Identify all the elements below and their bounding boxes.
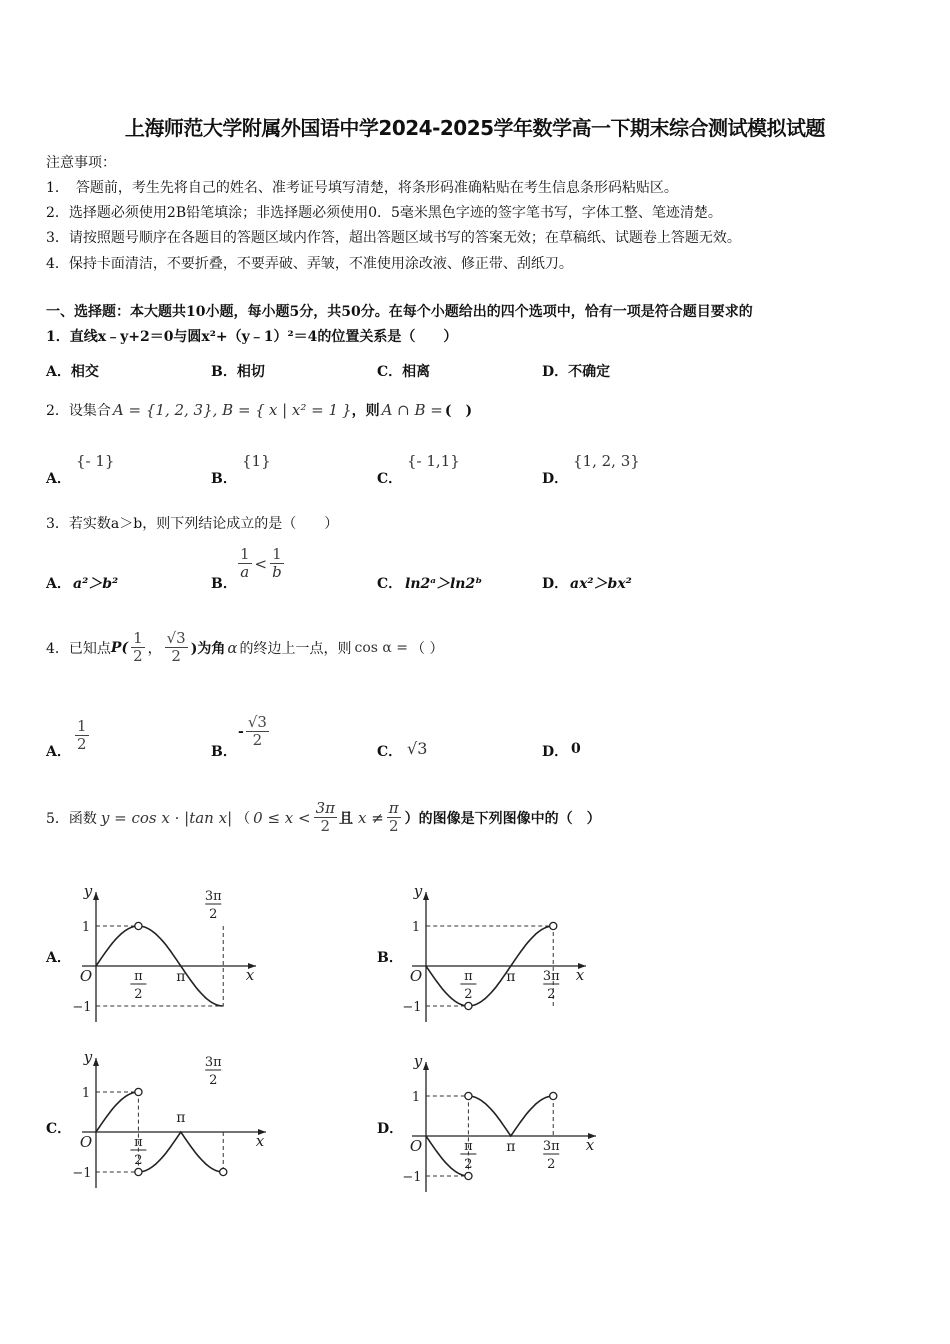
q2-option-b: {1}	[242, 452, 271, 470]
x-axis-label: x	[585, 1136, 595, 1154]
function-curve	[96, 926, 138, 966]
q2-label-d: D．	[542, 471, 569, 487]
q4-option-d: 0	[571, 741, 581, 757]
fraction-numerator: π	[388, 799, 399, 817]
q4-label-b: B．	[211, 744, 237, 760]
open-point	[135, 1088, 142, 1095]
q3-label-a: A．	[46, 576, 71, 592]
fraction-numerator: 3π	[315, 799, 335, 817]
q1-option-b: B．相切	[211, 364, 265, 380]
q5-graph-a	[60, 870, 270, 1030]
open-point	[135, 1168, 142, 1175]
section-heading: 一、选择题：本大题共10小题，每小题5分，共50分。在每个小题给出的四个选项中，恰有一项是符合题目要求的	[46, 304, 753, 320]
q4-number: 4．已知点	[46, 640, 111, 657]
y-axis-arrow	[423, 892, 429, 900]
open-point	[465, 1002, 472, 1009]
function-curve	[426, 966, 468, 1006]
y-axis-arrow	[93, 892, 99, 900]
q1-option-a: A．相交	[46, 364, 99, 380]
y-axis-label: y	[413, 1052, 423, 1070]
q5-paren: （	[236, 810, 251, 827]
fraction-numerator: √3	[166, 629, 186, 647]
tick-pi: π	[176, 1110, 186, 1126]
fraction-denominator: 2	[252, 731, 263, 750]
q4-label-a: A．	[46, 744, 71, 760]
function-curve	[426, 1136, 468, 1176]
q4-paren: （ ）	[411, 640, 444, 657]
function-curve	[139, 1132, 223, 1172]
q4-text: )为角	[190, 640, 226, 657]
question-3-stem: 3．若实数a＞b，则下列结论成立的是（ ）	[46, 516, 339, 532]
q5-and: 且	[339, 810, 353, 827]
y-axis-label: y	[83, 882, 93, 900]
tick-three-half-pi-numerator: 3π	[204, 1055, 222, 1070]
q4-expr: cos α =	[354, 639, 409, 656]
q2-label-a: A．	[46, 471, 71, 487]
tick-half-pi-denominator: 2	[464, 987, 473, 1002]
q5-label-a: A．	[46, 950, 71, 966]
x-axis-label: x	[575, 966, 585, 984]
q5-graph-b	[390, 870, 600, 1030]
q3-option-d: ax²＞bx²	[570, 576, 632, 592]
q2-tail: ，则	[351, 403, 380, 419]
tick-three-half-pi-denominator: 2	[209, 907, 218, 922]
notice-item: 2．选择题必须使用2B铅笔填涂；非选择题必须使用0．5毫米黑色字迹的签字笔书写，字体工整、笔迹清楚。	[46, 205, 722, 221]
y-axis-label: y	[83, 1048, 93, 1066]
y-tick-label: −1	[72, 1000, 92, 1015]
question-1-stem: 1．直线x﹣y+2＝0与圆x²+（y﹣1）²＝4的位置关系是（ ）	[46, 329, 458, 345]
q2-label-c: C．	[377, 471, 403, 487]
fraction-denominator: b	[272, 563, 282, 582]
y-tick-label: 1	[81, 920, 91, 935]
open-point	[550, 1092, 557, 1099]
y-tick-label: −1	[402, 1000, 422, 1015]
q4-option-a	[75, 718, 89, 754]
tick-three-half-pi-numerator: 3π	[542, 1139, 560, 1154]
fraction-denominator: a	[240, 563, 250, 582]
q3-label-b: B．	[211, 576, 237, 592]
q4-option-b	[238, 714, 269, 750]
fraction-numerator: 1	[240, 545, 250, 563]
notice-item: 4．保持卡面清洁，不要折叠，不要弄破、弄皱，不准使用涂改液、修正带、刮纸刀。	[46, 256, 573, 272]
fraction-numerator: 1	[133, 629, 143, 647]
fraction-denominator: 2	[388, 817, 399, 836]
origin-label: O	[409, 1137, 423, 1155]
q5-graph-d	[390, 1040, 610, 1200]
y-axis-arrow	[93, 1058, 99, 1066]
tick-half-pi-denominator: 2	[134, 1153, 143, 1168]
tick-pi: π	[506, 969, 516, 985]
tick-three-half-pi-numerator: 3π	[542, 969, 560, 984]
q1-option-c: C．相离	[377, 364, 431, 380]
q4-label-d: D．	[542, 744, 569, 760]
fraction-numerator: 1	[272, 545, 282, 563]
comma: ，	[147, 640, 162, 657]
origin-label: O	[79, 967, 93, 985]
tick-half-pi-numerator: π	[134, 969, 143, 984]
q5-graph-c	[60, 1030, 280, 1200]
tick-pi: π	[176, 969, 186, 985]
q4-text: 的终边上一点，则	[239, 640, 352, 657]
q2-paren: ( )	[444, 403, 473, 419]
tick-half-pi-numerator: π	[134, 1135, 143, 1150]
q5-label-d: D．	[377, 1121, 404, 1137]
notice-item: 3．请按照题号顺序在各题目的答题区域内作答，超出答题区域书写的答案无效；在草稿纸、试题卷上答题无效。	[46, 230, 741, 246]
q2-expr: A ∩ B =	[381, 401, 443, 419]
y-axis-arrow	[423, 1062, 429, 1070]
y-tick-label: −1	[402, 1170, 422, 1185]
tick-half-pi-denominator: 2	[134, 987, 143, 1002]
x-axis-label: x	[255, 1132, 265, 1150]
tick-half-pi-numerator: π	[464, 969, 473, 984]
origin-label: O	[409, 967, 423, 985]
notice-item: 1． 答题前，考生先将自己的姓名、准考证号填写清楚，将条形码准确粘贴在考生信息条形码粘贴区。	[46, 180, 678, 196]
origin-label: O	[79, 1133, 93, 1151]
fraction-denominator: 2	[320, 817, 331, 836]
tick-pi: π	[506, 1139, 516, 1155]
question-2-stem	[46, 400, 472, 420]
open-point	[220, 1168, 227, 1175]
q3-option-b	[238, 546, 284, 582]
q3-label-c: C．	[377, 576, 403, 592]
fraction-numerator: 1	[77, 717, 87, 735]
q5-label-b: B．	[377, 950, 403, 966]
function-curve	[96, 1092, 138, 1132]
tick-three-half-pi-denominator: 2	[547, 987, 556, 1002]
q2-number: 2．设集合	[46, 403, 111, 419]
notice-heading: 注意事项：	[46, 155, 116, 171]
q2-set-b: x | x² = 1	[268, 401, 339, 419]
question-4-stem	[46, 630, 444, 666]
fraction-denominator: 2	[77, 735, 87, 754]
function-curve	[469, 1096, 553, 1136]
open-point	[465, 1092, 472, 1099]
q1-option-d: D．不确定	[542, 364, 611, 380]
open-point	[135, 922, 142, 929]
q5-tail: ）的图像是下列图像中的（ ）	[404, 810, 601, 827]
less-than-sign: <	[254, 554, 268, 573]
fraction-numerator: √3	[247, 713, 267, 731]
page-title: 上海师范大学附属外国语中学2024-2025学年数学高一下期末综合测试模拟试题	[124, 116, 826, 140]
q3-option-a: a²＞b²	[73, 576, 119, 592]
q2-option-c: {- 1,1}	[407, 452, 460, 470]
q3-option-c: ln2ᵃ＞ln2ᵇ	[405, 576, 483, 592]
tick-three-half-pi-numerator: 3π	[204, 889, 222, 904]
tick-three-half-pi-denominator: 2	[547, 1157, 556, 1172]
q4-option-c: √3	[407, 739, 428, 758]
y-tick-label: 1	[81, 1086, 91, 1101]
open-point	[550, 922, 557, 929]
tick-half-pi-denominator: 2	[464, 1157, 473, 1172]
q3-label-d: D．	[542, 576, 569, 592]
tick-three-half-pi-denominator: 2	[209, 1073, 218, 1088]
q2-set-a: A = {1, 2, 3}, B = {	[112, 401, 265, 419]
tick-half-pi-numerator: π	[464, 1139, 473, 1154]
open-point	[465, 1172, 472, 1179]
y-tick-label: 1	[411, 920, 421, 935]
y-tick-label: 1	[411, 1090, 421, 1105]
fraction-denominator: 2	[133, 647, 143, 666]
y-axis-label: y	[413, 882, 423, 900]
fraction-denominator: 2	[171, 647, 181, 666]
q5-label-c: C．	[46, 1121, 72, 1137]
q2-label-b: B．	[211, 471, 237, 487]
q2-option-d: {1, 2, 3}	[573, 452, 640, 470]
q5-condition: 0 ≤ x <	[253, 808, 311, 827]
q5-condition: x ≠	[358, 808, 384, 827]
q5-function: y = cos x · |tan x|	[100, 808, 233, 827]
minus-sign: -	[238, 723, 244, 740]
q4-point: P(	[110, 639, 129, 656]
q4-label-c: C．	[377, 744, 403, 760]
question-5-stem	[46, 800, 601, 836]
q2-option-a: {- 1}	[76, 452, 115, 470]
x-axis-label: x	[245, 966, 255, 984]
y-tick-label: −1	[72, 1166, 92, 1181]
alpha-symbol: α	[227, 638, 238, 657]
q2-set-end: }	[342, 401, 352, 419]
q5-number: 5．函数	[46, 810, 97, 827]
